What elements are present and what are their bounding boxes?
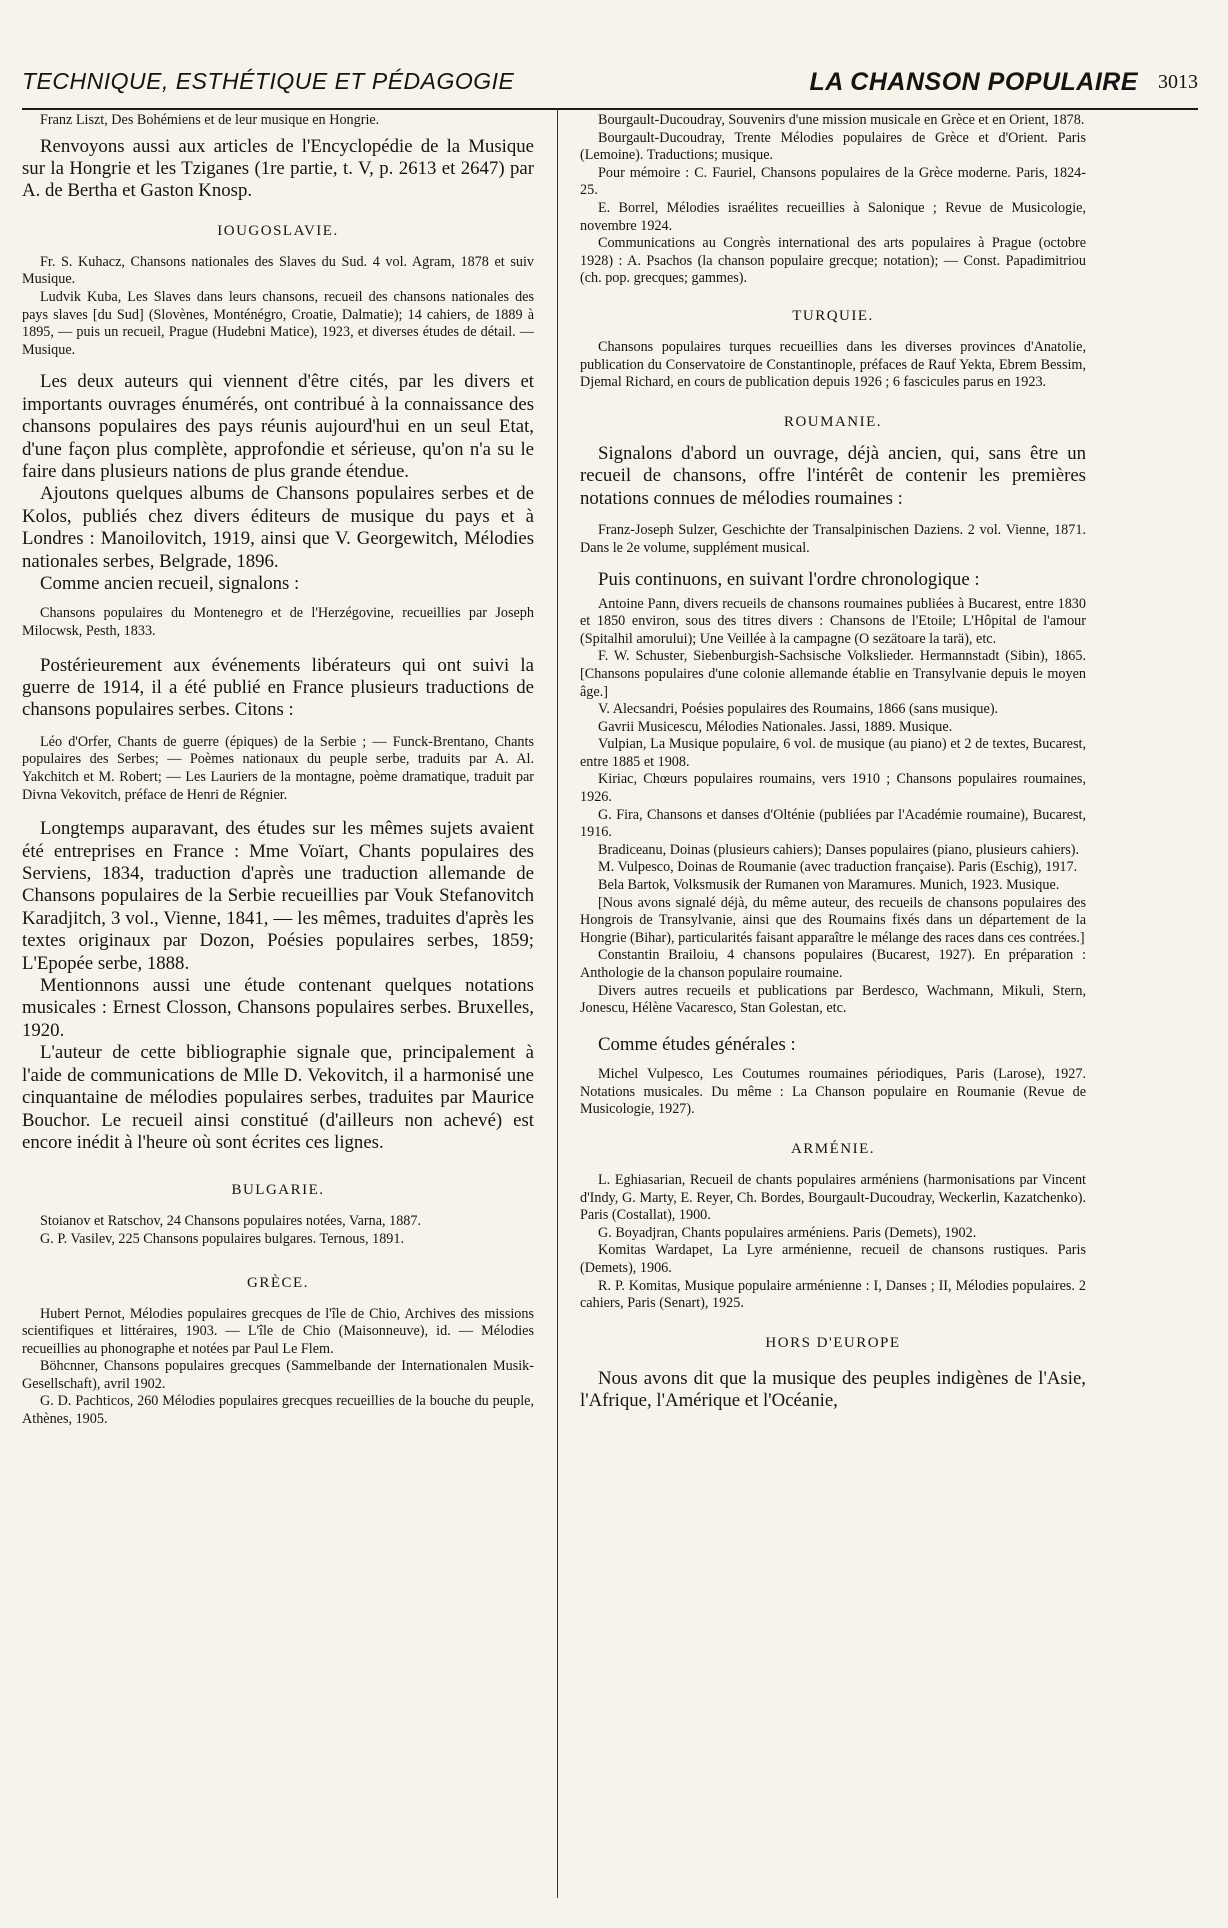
body-paragraph: Renvoyons aussi aux articles de l'Encyclopédie de la Musique sur la Hongrie et les Tziganes (1re partie, t. V, p. 2613 et 2647) par A. de Bertha et Gaston Knosp. xyxy=(22,135,534,202)
body-paragraph: Ajoutons quelques albums de Chansons populaires serbes et de Kolos, publiés chez divers éditeurs de musique du pays et à Londres : Manoilovitch, 1919, ainsi que V. Georgewitch, Mélodies nationales serbes, Belgrade, 1896. xyxy=(22,483,534,572)
body-paragraph: Mentionnons aussi une étude contenant quelques notations musicales : Ernest Closson, Chansons populaires serbes. Bruxelles, 1920. xyxy=(22,975,534,1041)
right-column xyxy=(580,112,1086,1908)
bibliography-entry: Bourgault-Ducoudray, Trente Mélodies populaires de Grèce et d'Orient. Paris (Lemoine). Traductions; musique. xyxy=(580,129,1086,164)
bibliography-entry: Hubert Pernot, Mélodies populaires grecques de l'île de Chio, Archives des missions scientifiques et littéraires, 1903. — L'île de Chio (Maisonneuve), id. — Mélodies recueillies au phonographe et notées par Paul Le Flem. xyxy=(22,1305,534,1357)
section-heading: IOUGOSLAVIE. xyxy=(217,222,339,239)
bibliography-entry: M. Vulpesco, Doinas de Roumanie (avec traduction française). Paris (Eschig), 1917. xyxy=(598,859,1078,876)
bibliography-entry: Ludvik Kuba, Les Slaves dans leurs chansons, recueil des chansons nationales des pays slaves [du Sud] (Slovènes, Monténégro, Croatie, Dalmatie); 14 cahiers, de 1889 à 1895, — puis un recueil, Prague (Hudebni Matice), 1923, et diverses études de détail. — Musique. xyxy=(22,289,534,358)
section-heading: GRÈCE. xyxy=(247,1274,309,1291)
bibliography-entry: Fr. S. Kuhacz, Chansons nationales des Slaves du Sud. 4 vol. Agram, 1878 et suiv Musique. xyxy=(22,253,534,288)
bibliography-entry: Stoianov et Ratschov, 24 Chansons populaires notées, Varna, 1887. xyxy=(40,1213,422,1230)
header-section-title: TECHNIQUE, ESTHÉTIQUE ET PÉDAGOGIE xyxy=(22,68,515,94)
body-paragraph: Puis continuons, en suivant l'ordre chronologique : xyxy=(598,569,980,591)
bibliography-entry: Bourgault-Ducoudray, Souvenirs d'une mission musicale en Grèce et en Orient, 1878. xyxy=(598,112,1085,128)
header-chapter-title: LA CHANSON POPULAIRE xyxy=(809,68,1138,96)
bibliography-entry: [Nous avons signalé déjà, du même auteur, des recueils de chansons populaires des Hongrois de Transylvanie, ainsi que des Roumains fixés dans un département de la Hongrie (Bihar), particularités faisant apparaître le mélange des races dans ces contrées.] xyxy=(580,894,1086,946)
bibliography-entry: Vulpian, La Musique populaire, 6 vol. de musique (au piano) et 2 de textes, Bucarest, entre 1885 et 1908. xyxy=(580,736,1086,770)
bibliography-entry: G. P. Vasilev, 225 Chansons populaires bulgares. Ternous, 1891. xyxy=(40,1230,405,1247)
body-paragraph: L'auteur de cette bibliographie signale que, principalement à l'aide de communications de Mlle D. Vekovitch, il a harmonisé une cinquantaine de mélodies populaires serbes, traduites par Maurice Bouchor. Le recueil ainsi constitué (d'ailleurs non achevé) est encore inédit à l'heure où sont écrites ces lignes. xyxy=(22,1042,534,1153)
bibliography-entry: V. Alecsandri, Poésies populaires des Roumains, 1866 (sans musique). xyxy=(598,701,999,718)
bibliography-entry: L. Eghiasarian, Recueil de chants populaires arméniens (harmonisations par Vincent d'Indy, G. Marty, E. Reyer, Ch. Bordes, Bourgault-Ducoudray, Weckerlin, Kazatchenko). Paris (Costallat), 1900. xyxy=(580,1171,1086,1224)
body-paragraph: Postérieurement aux événements libérateurs qui ont suivi la guerre de 1914, il a été publié en France plusieurs traductions de chansons populaires serbes. Citons : xyxy=(22,654,534,721)
body-paragraph: Longtemps auparavant, des études sur les mêmes sujets avaient été entreprises en France : Mme Voïart, Chants populaires des Serviens, 1834, traduction d'après une traduction allemande de Chansons populaires de la Serbie recueillies par Vouk Stefanovitch Karadjitch, 3 vol., Vienne, 1841, — les mêmes, traduites d'après les textes originaux par Dozon, Poésies populaires serbes, 1859; L'Epopée serbe, 1888. xyxy=(22,818,534,974)
section-heading: BULGARIE. xyxy=(231,1182,325,1199)
body-paragraph: Signalons d'abord un ouvrage, déjà ancien, qui, sans être un recueil de chansons, offre l'intérêt de contenir les premières notations connues de mélodies roumaines : xyxy=(580,442,1086,509)
section-heading: HORS D'EUROPE xyxy=(765,1334,901,1351)
bibliography-entry: Divers autres recueils et publications par Berdesco, Wachmann, Mikuli, Stern, Jonescu, Hélène Vacaresco, Stan Golestan, etc. xyxy=(580,982,1086,1017)
bibliography-entry: Gavrii Musicescu, Mélodies Nationales. Jassi, 1889. Musique. xyxy=(598,718,953,735)
bibliography-entry: R. P. Komitas, Musique populaire arménienne : I, Danses ; II, Mélodies populaires. 2 cahiers, Paris (Senart), 1925. xyxy=(580,1277,1086,1312)
bibliography-entry: Bradiceanu, Doinas (plusieurs cahiers); Danses populaires (piano, plusieurs cahiers). xyxy=(598,841,1080,858)
body-paragraph: Comme études générales : xyxy=(598,1033,796,1055)
bibliography-entry: Pour mémoire : C. Fauriel, Chansons populaires de la Grèce moderne. Paris, 1824-25. xyxy=(580,164,1086,199)
bibliography-entry: G. Boyadjran, Chants populaires arméniens. Paris (Demets), 1902. xyxy=(598,1224,977,1241)
bibliography-entry: Bela Bartok, Volksmusik der Rumanen von Maramures. Munich, 1923. Musique. xyxy=(598,877,1060,894)
bibliography-entry: Antoine Pann, divers recueils de chansons roumaines publiées à Bucarest, entre 1830 et 1850 environ, sous des titres divers : Chansons de l'Etoile; L'Hôpital de l'amour (Spitalhil amorului); Une Veillée à la campagne (O sezätoare la tarä), etc. xyxy=(580,595,1086,647)
bibliography-entry: Franz-Joseph Sulzer, Geschichte der Transalpinischen Daziens. 2 vol. Vienne, 1871. Dans le 2e volume, supplément musical. xyxy=(580,521,1086,556)
body-paragraph: Nous avons dit que la musique des peuples indigènes de l'Asie, l'Afrique, l'Amérique et l'Océanie, xyxy=(580,1367,1086,1412)
body-paragraph: Les deux auteurs qui viennent d'être cités, par les divers et importants ouvrages énumérés, ont contribué à la connaissance des chansons populaires des pays réunis aujourd'hui en un seul Etat, d'une façon plus complète, approfondie et sérieuse, qu'on n'a su le faire dans plusieurs nations de plus grande étendue. xyxy=(22,371,534,482)
running-header xyxy=(22,68,1198,110)
bibliography-entry: Chansons populaires du Montenegro et de l'Herzégovine, recueillies par Joseph Milocwsk, Pesth, 1833. xyxy=(22,605,534,640)
body-paragraph: Comme ancien recueil, signalons : xyxy=(40,573,300,595)
bibliography-entry: G. D. Pachticos, 260 Mélodies populaires grecques recueillies de la bouche du peuple, Athènes, 1905. xyxy=(22,1393,534,1428)
bibliography-entry: Communications au Congrès international des arts populaires à Prague (octobre 1928) : A. Psachos (la chanson populaire grecque; notation); — Const. Papadimitriou (ch. pop. grecques; gammes). xyxy=(580,235,1086,287)
bibliography-entry: Michel Vulpesco, Les Coutumes roumaines périodiques, Paris (Larose), 1927. Notations musicales. Du même : La Chanson populaire en Roumanie (Revue de Musicologie, 1927). xyxy=(580,1066,1086,1118)
section-heading: ARMÉNIE. xyxy=(790,1140,876,1157)
bibliography-entry: Franz Liszt, Des Bohémiens et de leur musique en Hongrie. xyxy=(40,112,380,128)
bibliography-entry: Constantin Brailoiu, 4 chansons populaires (Bucarest, 1927). En préparation : Anthologie de la chanson populaire roumaine. xyxy=(580,947,1086,981)
bibliography-entry: Kiriac, Chœurs populaires roumains, vers 1910 ; Chansons populaires roumaines, 1926. xyxy=(580,771,1086,806)
bibliography-entry: Léo d'Orfer, Chants de guerre (épiques) de la Serbie ; — Funck-Brentano, Chants populaires des Serbes; — Poèmes nationaux du peuple serbe, traduits par A. Al. Yakchitch et M. Robert; — Les Lauriers de la montagne, poème dramatique, traduit par Divna Vekovitch, préface de Henri de Régnier. xyxy=(22,733,534,803)
section-heading: ROUMANIE. xyxy=(783,413,883,430)
bibliography-entry: Komitas Wardapet, La Lyre arménienne, recueil de chansons rustiques. Paris (Demets), 1906. xyxy=(580,1242,1086,1276)
bibliography-entry: E. Borrel, Mélodies israélites recueillies à Salonique ; Revue de Musicologie, novembre 1924. xyxy=(580,199,1086,234)
section-heading: TURQUIE. xyxy=(792,307,874,324)
left-column xyxy=(22,112,534,1908)
column-divider xyxy=(557,108,558,1898)
bibliography-entry: G. Fira, Chansons et danses d'Olténie (publiées par l'Académie roumaine), Bucarest, 1916. xyxy=(580,806,1086,841)
bibliography-entry: Böhcnner, Chansons populaires grecques (Sammelbande der Internationalen Musik-Gesellschaft), avril 1902. xyxy=(22,1358,534,1392)
bibliography-entry: Chansons populaires turques recueillies dans les diverses provinces d'Anatolie, publication du Conservatoire de Constantinople, préfaces de Rauf Yekta, Ebrem Bessim, Djemal Richard, en cours de publication depuis 1926 ; 6 fascicules parus en 1923. xyxy=(580,338,1086,391)
text-columns xyxy=(22,112,1198,1908)
page-number: 3013 xyxy=(1158,71,1198,93)
bibliography-entry: F. W. Schuster, Siebenburgish-Sachsische Volkslieder. Hermannstadt (Sibin), 1865. [Chansons populaires d'une colonie allemande établie en Transylvanie depuis le moyen âge.] xyxy=(580,648,1086,700)
